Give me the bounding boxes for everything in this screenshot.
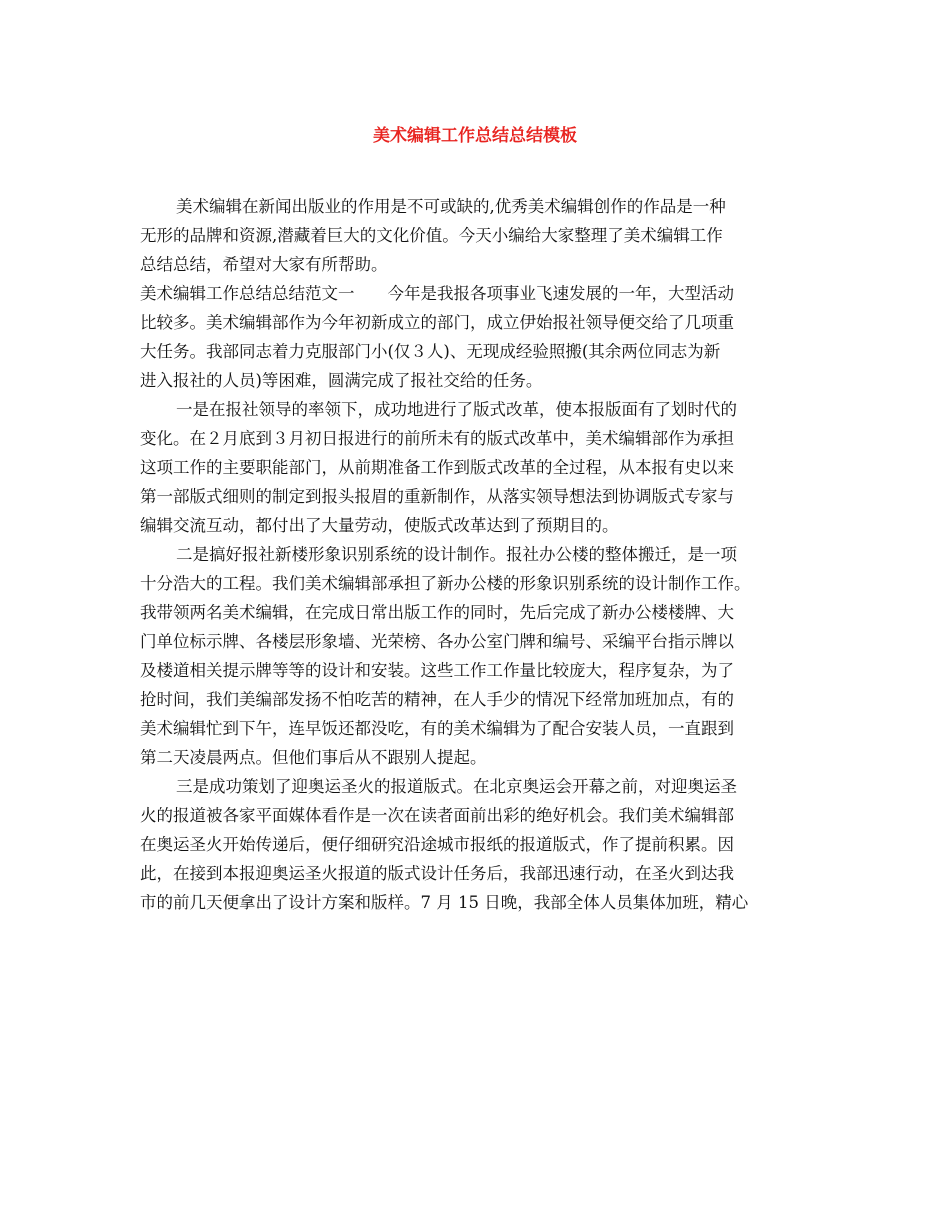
text-line: 二是搞好报社新楼形象识别系统的设计制作。报社办公楼的整体搬迁，是一项 bbox=[176, 545, 737, 564]
text-line: 进入报社的人员)等困难，圆满完成了报社交给的任务。 bbox=[140, 371, 543, 390]
text-line: 总结总结，希望对大家有所帮助。 bbox=[140, 255, 388, 274]
text-line: 美术编辑工作总结总结范文一 今年是我报各项事业飞速发展的一年，大型活动 bbox=[140, 284, 734, 303]
text-line: 一是在报社领导的率领下，成功地进行了版式改革，使本报版面有了划时代的 bbox=[176, 400, 737, 419]
text-line: 美术编辑在新闻出版业的作用是不可或缺的,优秀美术编辑创作的作品是一种 bbox=[176, 197, 726, 216]
text-line: 三是成功策划了迎奥运圣火的报道版式。在北京奥运会开幕之前，对迎奥运圣 bbox=[176, 777, 737, 796]
text-line: 第二天凌晨两点。但他们事后从不跟别人提起。 bbox=[140, 748, 487, 767]
text-line: 美术编辑忙到下午，连早饭还都没吃，有的美术编辑为了配合安装人员，一直跟到 bbox=[140, 719, 734, 738]
text-line: 无形的品牌和资源,潜藏着巨大的文化价值。今天小编给大家整理了美术编辑工作 bbox=[140, 226, 723, 245]
text-line: 大任务。我部同志着力克服部门小(仅３人)、无现成经验照搬(其余两位同志为新 bbox=[140, 342, 721, 361]
document-body bbox=[140, 192, 812, 917]
text-line: 在奥运圣火开始传递后，便仔细研究沿途城市报纸的报道版式，作了提前积累。因 bbox=[140, 835, 734, 854]
text-line: 第一部版式细则的制定到报头报眉的重新制作，从落实领导想法到协调版式专家与 bbox=[140, 487, 734, 506]
text-line: 及楼道相关提示牌等等的设计和安装。这些工作工作量比较庞大，程序复杂，为了 bbox=[140, 661, 734, 680]
text-line: 市的前几天便拿出了设计方案和版样。7 月 15 日晚，我部全体人员集体加班，精心 bbox=[140, 893, 749, 912]
text-line: 这项工作的主要职能部门，从前期准备工作到版式改革的全过程，从本报有史以来 bbox=[140, 458, 734, 477]
text-line: 十分浩大的工程。我们美术编辑部承担了新办公楼的形象识别系统的设计制作工作。 bbox=[140, 574, 751, 593]
text-line: 变化。在２月底到３月初日报进行的前所未有的版式改革中，美术编辑部作为承担 bbox=[140, 429, 734, 448]
text-line: 编辑交流互动，都付出了大量劳动，使版式改革达到了预期目的。 bbox=[140, 516, 619, 535]
text-line: 火的报道被各家平面媒体看作是一次在读者面前出彩的绝好机会。我们美术编辑部 bbox=[140, 806, 734, 825]
text-line: 门单位标示牌、各楼层形象墙、光荣榜、各办公室门牌和编号、采编平台指示牌以 bbox=[140, 632, 734, 651]
text-line: 抢时间，我们美编部发扬不怕吃苦的精神，在人手少的情况下经常加班加点，有的 bbox=[140, 690, 734, 709]
text-line: 比较多。美术编辑部作为今年初新成立的部门，成立伊始报社领导便交给了几项重 bbox=[140, 313, 734, 332]
text-line: 我带领两名美术编辑，在完成日常出版工作的同时，先后完成了新办公楼楼牌、大 bbox=[140, 603, 734, 622]
text-line: 此，在接到本报迎奥运圣火报道的版式设计任务后，我部迅速行动，在圣火到达我 bbox=[140, 864, 734, 883]
document-title: 美术编辑工作总结总结模板 bbox=[373, 126, 577, 146]
